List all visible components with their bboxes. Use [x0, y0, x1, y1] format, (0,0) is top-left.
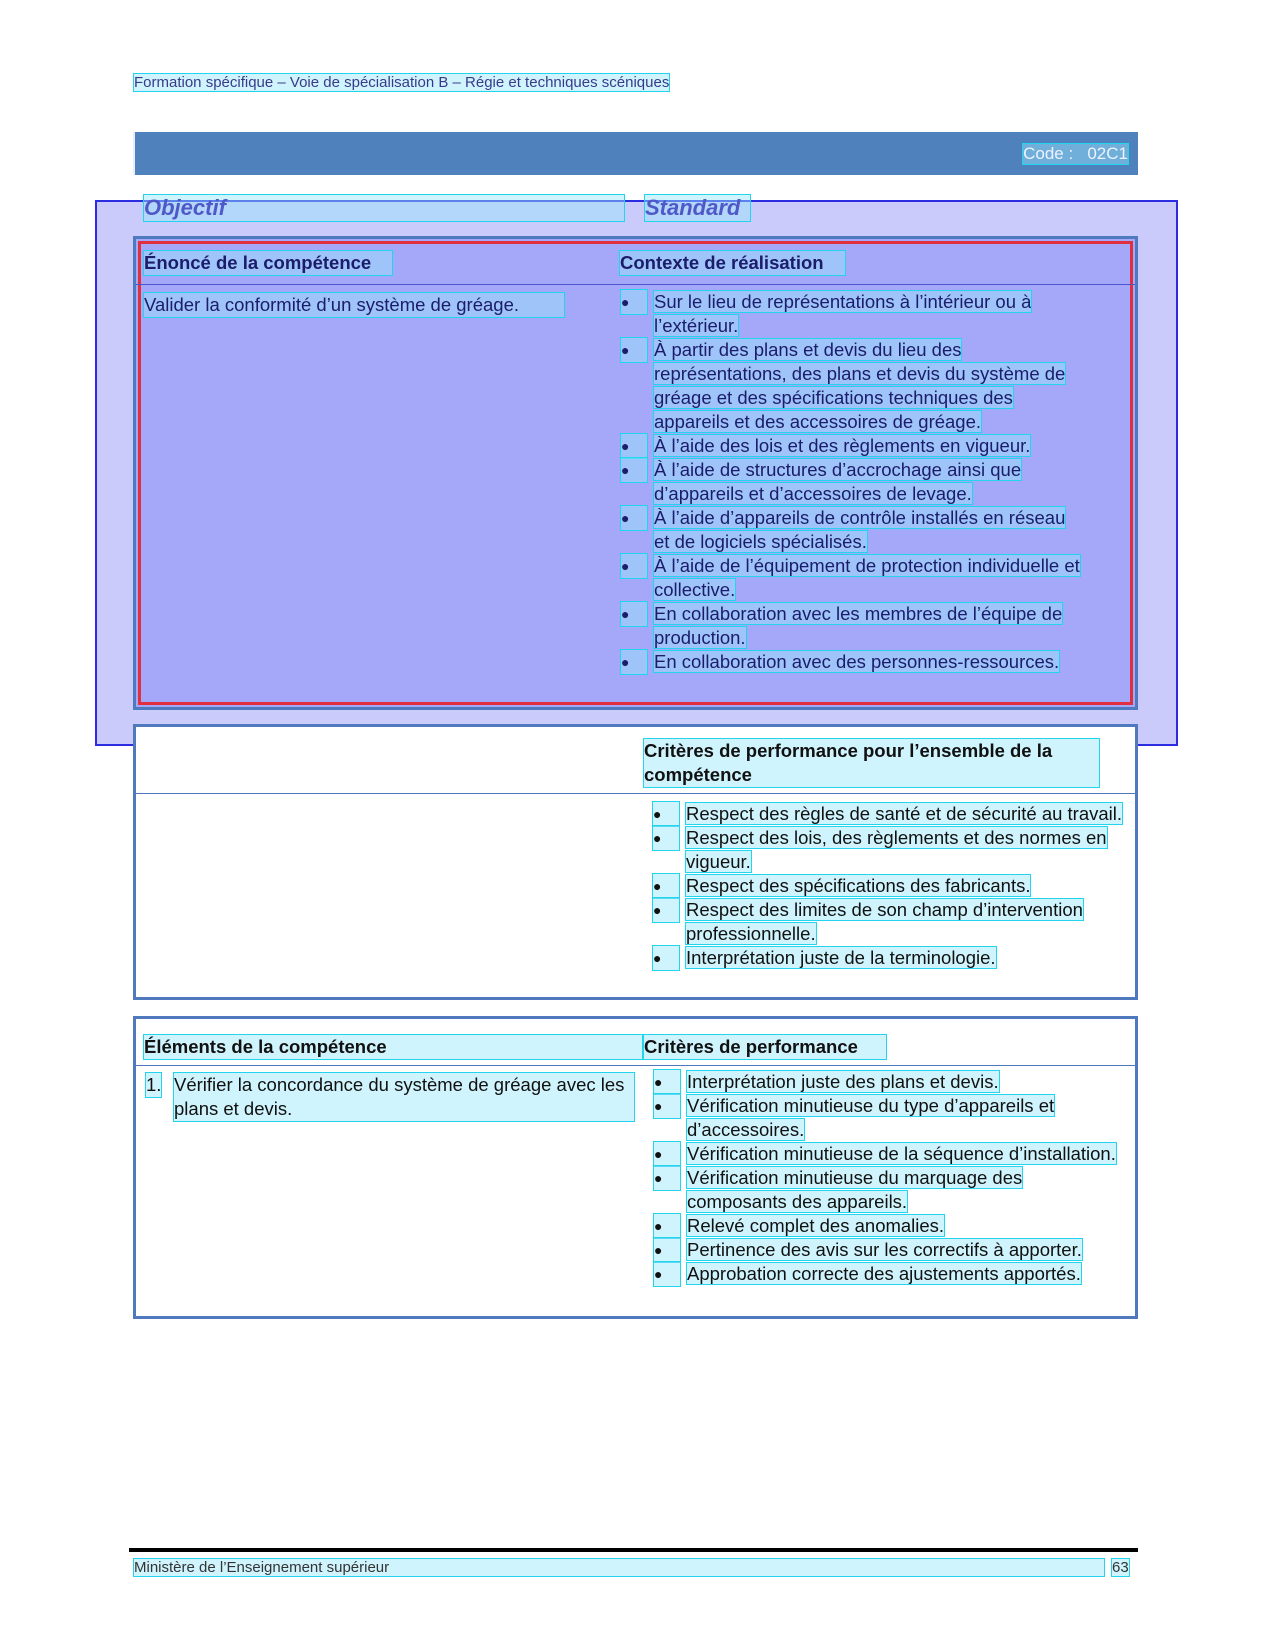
context-header: Contexte de réalisation — [620, 251, 845, 275]
bullet-icon: ● — [621, 650, 647, 674]
list-item: ● Vérification minutieuse de la séquence d’installation. — [654, 1143, 1116, 1164]
list-item: ● À l’aide de l’équipement de protection individuelle et collective. — [621, 555, 1080, 600]
bullet-icon: ● — [654, 1214, 680, 1238]
list-item: ● En collaboration avec les membres de l’équipe de production. — [621, 603, 1063, 648]
global-criteria-table — [133, 724, 1138, 1000]
context-list — [621, 290, 1084, 674]
bullet-icon: ● — [653, 802, 679, 826]
header-divider — [136, 793, 1135, 794]
competency-code: Code : 02C1 — [1023, 144, 1128, 163]
list-item: ● Approbation correcte des ajustements apportés. — [654, 1263, 1081, 1284]
standard-label: Standard — [645, 195, 750, 221]
bullet-icon: ● — [621, 290, 647, 314]
objectif-label: Objectif — [144, 195, 624, 221]
list-item: ● En collaboration avec des personnes-ressources. — [621, 651, 1060, 672]
bullet-icon: ● — [621, 458, 647, 482]
bullet-icon: ● — [653, 898, 679, 922]
list-item: ● Respect des spécifications des fabricants. — [653, 875, 1031, 896]
code-bar — [133, 132, 1138, 175]
bullet-icon: ● — [621, 554, 647, 578]
bullet-icon: ● — [654, 1070, 680, 1094]
list-item: ● À partir des plans et devis du lieu des représentations, des plans et devis du système de gréage et des spécifications techniques des appareils et des accessoires de gréage. — [621, 339, 1066, 432]
list-item: ● Respect des lois, des règlements et des normes en vigueur. — [653, 827, 1107, 872]
global-criteria-list — [653, 802, 1126, 970]
footer-rule — [129, 1548, 1138, 1552]
header-divider — [136, 1065, 1135, 1066]
bullet-icon: ● — [621, 434, 647, 458]
bullet-icon: ● — [621, 506, 647, 530]
competency-statement: Valider la conformité d’un système de gréage. — [144, 293, 564, 317]
element-text: Vérifier la concordance du système de gréage avec les plans et devis. — [174, 1073, 634, 1121]
list-item: ● À l’aide des lois et des règlements en vigueur. — [621, 435, 1031, 456]
list-item: ● Interprétation juste de la terminologie. — [653, 947, 996, 968]
bullet-icon: ● — [653, 874, 679, 898]
element-number: 1. — [146, 1074, 162, 1095]
bullet-icon: ● — [621, 602, 647, 626]
running-header: Formation spécifique – Voie de spécialisation B – Régie et techniques scéniques — [134, 74, 670, 91]
elements-header: Éléments de la compétence — [144, 1035, 642, 1059]
performance-criteria-list — [654, 1070, 1127, 1286]
bullet-icon: ● — [654, 1142, 680, 1166]
list-item: ● À l’aide de structures d’accrochage ainsi que d’appareils et d’accessoires de levage. — [621, 459, 1022, 504]
global-criteria-header: Critères de performance pour l’ensemble de la compétence — [644, 739, 1099, 787]
bullet-icon: ● — [654, 1238, 680, 1262]
bullet-icon: ● — [654, 1166, 680, 1190]
list-item: ● Vérification minutieuse du type d’appareils et d’accessoires. — [654, 1095, 1055, 1140]
list-item: ● Sur le lieu de représentations à l’intérieur ou à l’extérieur. — [621, 291, 1032, 336]
competency-statement-table — [133, 236, 1138, 710]
bullet-icon: ● — [653, 826, 679, 850]
list-item: ● Vérification minutieuse du marquage des composants des appareils. — [654, 1167, 1023, 1212]
list-item: ● Relevé complet des anomalies. — [654, 1215, 945, 1236]
statement-header: Énoncé de la compétence — [144, 251, 392, 275]
bullet-icon: ● — [653, 946, 679, 970]
footer-ministry: Ministère de l’Enseignement supérieur — [134, 1559, 1104, 1576]
list-item: ● Respect des limites de son champ d’intervention professionnelle. — [653, 899, 1083, 944]
bullet-icon: ● — [621, 338, 647, 362]
list-item: ● Pertinence des avis sur les correctifs à apporter. — [654, 1239, 1082, 1260]
performance-header: Critères de performance — [644, 1035, 886, 1059]
bullet-icon: ● — [654, 1262, 680, 1286]
elements-criteria-table — [133, 1016, 1138, 1319]
list-item: ● À l’aide d’appareils de contrôle installés en réseau et de logiciels spécialisés. — [621, 507, 1066, 552]
list-item: ● Respect des règles de santé et de sécurité au travail. — [653, 803, 1123, 824]
bullet-icon: ● — [654, 1094, 680, 1118]
page-number: 63 — [1112, 1559, 1129, 1576]
list-item: ● Interprétation juste des plans et devis. — [654, 1071, 999, 1092]
header-divider — [136, 284, 1135, 285]
